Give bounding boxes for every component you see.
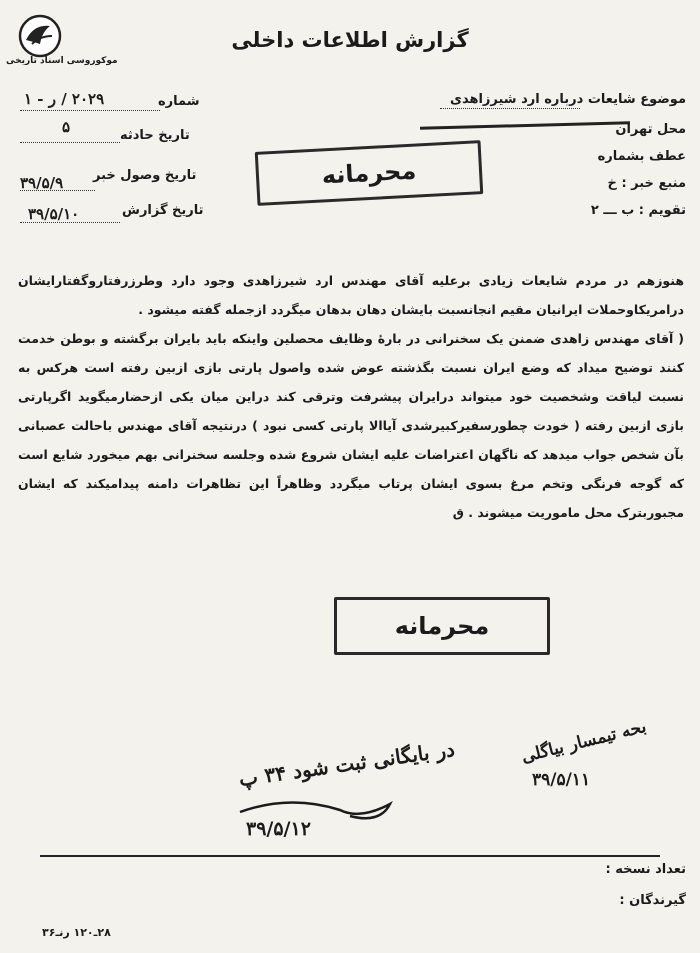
event-date-line [20,142,120,143]
number-label: شماره [158,94,200,109]
right-annotation: بحه تیمسار بیاگلی [519,716,649,768]
number-value: ۲۰۲۹ / ر - ۱ [24,90,105,108]
confidential-stamp: محرمانه [255,140,484,206]
number-line [20,110,160,111]
received-date-line [20,190,95,191]
received-date-value: ۳۹/۵/۹ [20,174,64,192]
form-code-num: ـ۳۶ [42,926,60,939]
source-field: منبع خبر : خ [607,176,686,191]
center-annotation-date: ۳۹/۵/۱۲ [246,818,311,840]
assessment-field: تقویم : ب ـــ ۲ [590,203,686,218]
body-paragraph-2: ( آقای مهندس زاهدی ضمنن یک سخنرانی در بارهٔ وظایف محصلین واینکه باید بایران برگشته و بوطن خدمت کنند توضیح میداد که وضع ایران نسبت بگذشته عوض شده واصول پارتی بازی ازبین رفته است هرکس به نسبت لیاقت وشخصیت خود میتواند درایران پیشرفت وترقی کند دراین میان یکی ازحضارمیگوید اگرپارتی بازی ازبین رفته ( خودت چطورسفیرکبیرشدی آیاالا پارتی کسی نبود ) درنتیجه آقای مهندس باحالت عصبانی بآن شخص جواب میدهد که ناگهان اعتراضات علیه ایشان شروع شده وجلسه سخنرانی بهم میخورد شایع است که گوجه فرنگی وتخم مرغ بسوی ایشان پرتاب میگردد وظاهراً این تظاهرات دامنه پیدامیکند که ایشان مجبوربترک محل ماموریت میشوند . ق [18,331,684,520]
location-strike [420,121,630,129]
event-date-value: ۵ [62,118,71,136]
report-date-label: تاریخ گزارش [122,203,204,218]
body-paragraph-1: هنوزهم در مردم شایعات زیادی برعلیه آقای مهندس ارد شیرزاهدی وجود دارد وطرزرفتاروگفتارایشان درامریکاوحملات ایرانیان مقیم انجانسبت بایشان دهان بدهان میگردد ازجمله گفته میشود . [18,273,684,317]
copies-label: تعداد نسخه : [605,862,686,877]
logo-caption: موکوروسی اسناد تاریخی [6,56,118,66]
confidential-stamp-2: محرمانه [334,597,550,655]
recipients-label: گیرندگان : [619,893,686,908]
reference-field: عطف بشماره [597,149,686,164]
report-date-line [20,222,120,223]
report-date-value: ۳۹/۵/۱۰ [28,205,80,223]
subject-field: موضوع شایعات درباره ارد شیرزاهدی [450,92,686,107]
received-date-label: تاریخ وصول خبر [93,168,197,183]
subject-line [440,108,580,109]
form-code-main: ۲۸ـ۱۲۰ رن [59,926,111,939]
footer-rule [40,855,660,857]
location-field: محل تهران [615,122,686,137]
event-date-label: تاریخ حادثه [120,128,190,143]
form-code [42,926,111,939]
right-annotation-date: ۳۹/۵/۱۱ [532,770,591,790]
center-annotation: در بایگانی ثبت شود ۳۴ پ [237,736,457,792]
report-body [18,266,684,527]
document-title: گزارش اطلاعات داخلی [231,28,469,52]
